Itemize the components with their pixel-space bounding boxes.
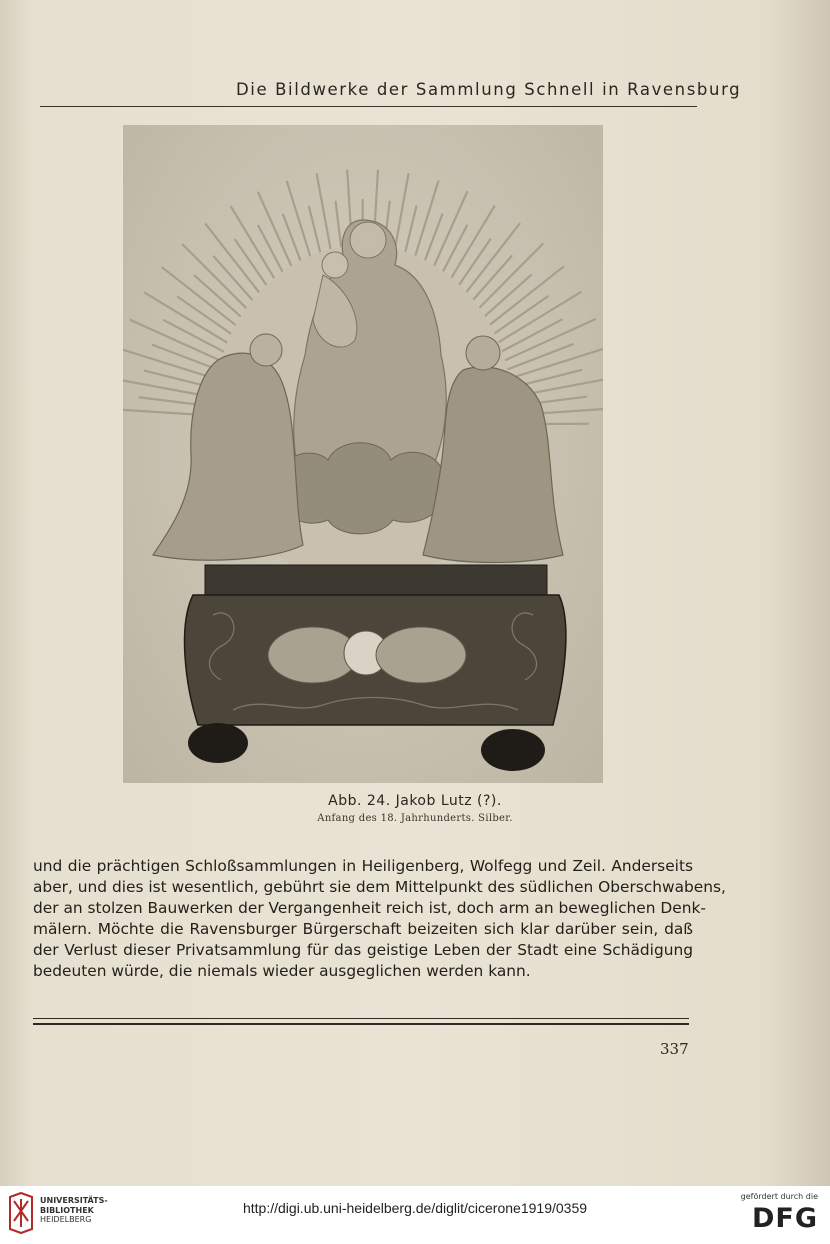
text-line: aber, und dies ist wesentlich, gebührt sie dem Mittelpunkt des südlichen Oberschwabens, bbox=[33, 878, 726, 896]
right-cartouche bbox=[376, 627, 466, 683]
left-foot bbox=[188, 723, 248, 763]
right-foot bbox=[481, 729, 545, 771]
library-name-line: HEIDELBERG bbox=[40, 1215, 92, 1224]
library-name-line: UNIVERSITÄTS- bbox=[40, 1196, 108, 1205]
sculpture-photograph bbox=[123, 125, 603, 783]
figure-caption: Abb. 24. Jakob Lutz (?). bbox=[328, 793, 502, 809]
madonna-head bbox=[350, 222, 386, 258]
text-line: der Verlust dieser Privatsammlung für das geistige Leben der Stadt eine Schädigung bbox=[33, 941, 693, 959]
page-number: 337 bbox=[660, 1040, 689, 1058]
running-head: Die Bildwerke der Sammlung Schnell in Ravensburg bbox=[236, 80, 742, 99]
left-saint-head bbox=[250, 334, 282, 366]
section-rule-thick bbox=[33, 1023, 689, 1025]
clouds bbox=[281, 443, 444, 534]
base-top-slab bbox=[205, 565, 547, 595]
silver-altar-image bbox=[123, 125, 603, 783]
text-line: mälern. Möchte die Ravensburger Bürgerschaft beizeiten sich klar darüber sein, daß bbox=[33, 920, 693, 938]
funder-label: gefördert durch die bbox=[740, 1192, 818, 1201]
section-rule-thin bbox=[33, 1018, 689, 1019]
text-line: bedeuten würde, die niemals wieder ausgeglichen werden kann. bbox=[33, 962, 531, 980]
body-paragraph bbox=[33, 856, 726, 982]
figure-subcaption: Anfang des 18. Jahrhunderts. Silber. bbox=[317, 813, 513, 824]
header-rule bbox=[40, 106, 697, 107]
right-saint-head bbox=[466, 336, 500, 370]
child-head bbox=[322, 252, 348, 278]
permalink-url[interactable]: http://digi.ub.uni-heidelberg.de/diglit/cicerone1919/0359 bbox=[242, 1200, 588, 1216]
text-line: und die prächtigen Schloßsammlungen in Heiligenberg, Wolfegg und Zeil. Anderseits bbox=[33, 857, 693, 875]
left-saint-figure bbox=[153, 353, 303, 560]
dfg-logo[interactable]: DFG bbox=[751, 1203, 818, 1234]
library-name-line: BIBLIOTHEK bbox=[40, 1205, 94, 1215]
viewer-footer bbox=[0, 1186, 830, 1244]
text-line: der an stolzen Bauwerken der Vergangenheit reich ist, doch arm an beweglichen Denk- bbox=[33, 899, 706, 917]
